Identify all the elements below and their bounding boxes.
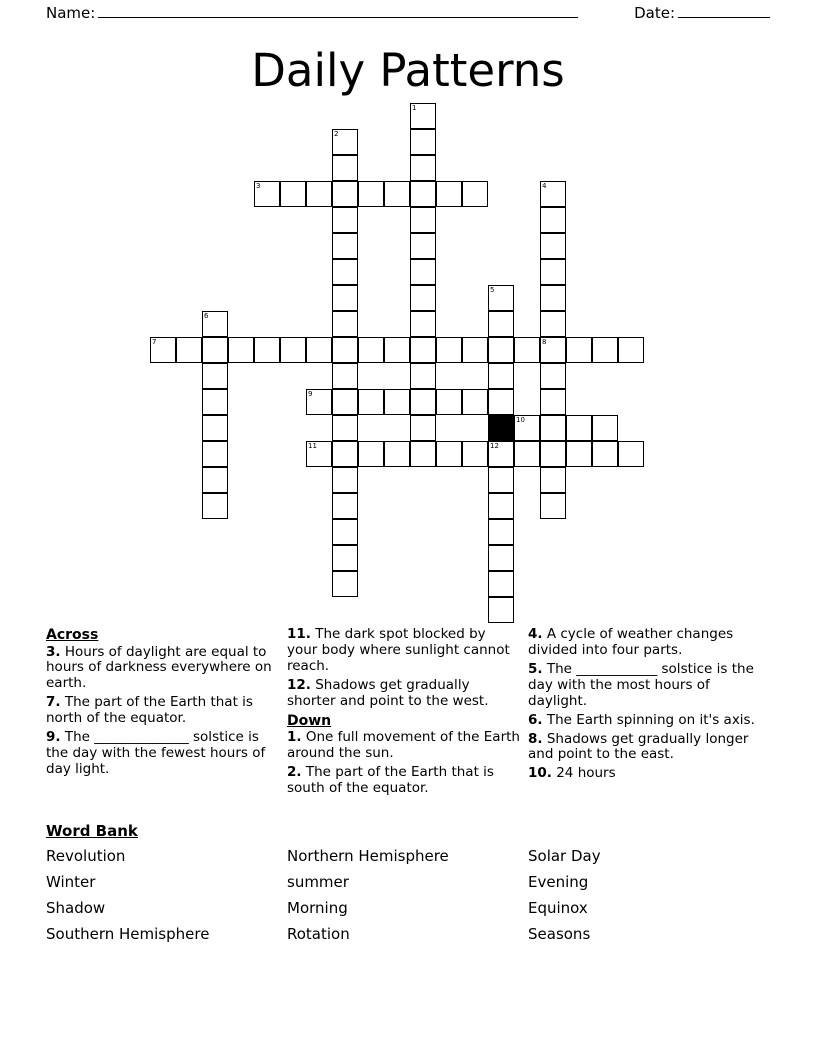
grid-cell[interactable] xyxy=(488,337,514,363)
grid-cell[interactable] xyxy=(332,311,358,337)
grid-cell[interactable] xyxy=(384,181,410,207)
clue-number: 2. xyxy=(287,763,302,780)
clue-text: One full movement of the Earth around the sun. xyxy=(287,729,520,762)
word-bank-section xyxy=(46,822,770,951)
clue-item xyxy=(528,713,762,729)
grid-cell[interactable] xyxy=(202,415,228,441)
word-bank-item: Rotation xyxy=(287,924,350,943)
grid-cell[interactable] xyxy=(332,207,358,233)
grid-cell[interactable] xyxy=(384,337,410,363)
grid-cell[interactable] xyxy=(540,285,566,311)
grid-cell[interactable] xyxy=(150,337,176,363)
grid-cell[interactable] xyxy=(488,571,514,597)
grid-cell[interactable] xyxy=(332,467,358,493)
date-field-group xyxy=(634,4,770,22)
clue-text: Hours of daylight are equal to hours of darkness everywhere on earth. xyxy=(46,643,272,692)
name-field-group xyxy=(46,4,634,22)
clues-column-3 xyxy=(528,627,770,800)
word-bank-columns xyxy=(46,847,770,951)
grid-cell[interactable] xyxy=(332,545,358,571)
grid-cell[interactable] xyxy=(202,467,228,493)
down-heading: Down xyxy=(287,712,332,729)
clue-item xyxy=(46,695,279,727)
grid-cell[interactable] xyxy=(410,233,436,259)
grid-cell[interactable] xyxy=(280,337,306,363)
word-bank-column-2 xyxy=(287,847,528,951)
clue-number: 12. xyxy=(287,676,311,693)
grid-cell[interactable] xyxy=(306,389,332,415)
grid-cell[interactable] xyxy=(488,441,514,467)
grid-cell[interactable] xyxy=(410,311,436,337)
word-bank-item: Revolution xyxy=(46,846,126,865)
grid-cell[interactable] xyxy=(488,311,514,337)
clue-item xyxy=(46,645,279,693)
clue-text: 24 hours xyxy=(556,765,616,782)
grid-cell[interactable] xyxy=(332,129,358,155)
grid-cell[interactable] xyxy=(592,337,618,363)
grid-cell[interactable] xyxy=(332,571,358,597)
word-bank-column-1 xyxy=(46,847,287,951)
grid-cell[interactable] xyxy=(462,441,488,467)
grid-cell[interactable] xyxy=(410,129,436,155)
clue-number: 5. xyxy=(528,660,543,677)
grid-cell[interactable] xyxy=(618,441,644,467)
grid-cell[interactable] xyxy=(488,493,514,519)
grid-cell[interactable] xyxy=(332,519,358,545)
grid-cell[interactable] xyxy=(540,415,566,441)
grid-cell[interactable] xyxy=(306,441,332,467)
name-label: Name: xyxy=(46,4,96,22)
grid-cell[interactable] xyxy=(488,519,514,545)
clue-item xyxy=(287,730,520,762)
grid-cell[interactable] xyxy=(358,441,384,467)
clue-number: 3. xyxy=(46,643,61,660)
grid-cell[interactable] xyxy=(462,181,488,207)
grid-cell[interactable] xyxy=(540,181,566,207)
clue-item xyxy=(528,662,762,710)
grid-cell[interactable] xyxy=(566,441,592,467)
clue-text: The part of the Earth that is south of the equator. xyxy=(287,763,494,796)
grid-cell-number: 3 xyxy=(256,182,261,190)
grid-cell-number: 1 xyxy=(412,104,417,112)
grid-cell[interactable] xyxy=(592,441,618,467)
grid-cell[interactable] xyxy=(410,103,436,129)
grid-cell[interactable] xyxy=(332,285,358,311)
word-bank-item: Solar Day xyxy=(528,846,601,865)
grid-cell-number: 12 xyxy=(490,442,499,450)
grid-cell[interactable] xyxy=(540,441,566,467)
grid-cell[interactable] xyxy=(540,389,566,415)
grid-cell[interactable] xyxy=(332,259,358,285)
word-bank-item: Evening xyxy=(528,872,589,891)
grid-cell[interactable] xyxy=(332,363,358,389)
clue-text: The dark spot blocked by your body where sunlight cannot reach. xyxy=(287,626,510,674)
grid-cell[interactable] xyxy=(514,415,540,441)
clue-text: Shadows get gradually shorter and point to the west. xyxy=(287,676,489,709)
grid-cell[interactable] xyxy=(436,337,462,363)
clues-column-2 xyxy=(287,627,528,800)
grid-cell[interactable] xyxy=(332,155,358,181)
clue-item xyxy=(528,766,762,782)
clue-number: 8. xyxy=(528,730,543,747)
word-bank-item: Shadow xyxy=(46,898,106,917)
grid-cell[interactable] xyxy=(540,363,566,389)
clue-number: 9. xyxy=(46,729,61,746)
grid-cell-number: 6 xyxy=(204,312,209,320)
grid-cell[interactable] xyxy=(332,441,358,467)
grid-cell[interactable] xyxy=(410,155,436,181)
grid-cell[interactable] xyxy=(436,389,462,415)
grid-cell-number: 7 xyxy=(152,338,157,346)
grid-cell[interactable] xyxy=(280,181,306,207)
grid-cell-number: 2 xyxy=(334,130,339,138)
word-bank-item: Equinox xyxy=(528,898,588,917)
clue-text: The ____________ solstice is the day with the most hours of daylight. xyxy=(528,660,754,709)
grid-cell-number: 8 xyxy=(542,338,547,346)
grid-cell[interactable] xyxy=(488,363,514,389)
grid-cell[interactable] xyxy=(514,441,540,467)
grid-cell[interactable] xyxy=(436,441,462,467)
grid-cell[interactable] xyxy=(592,415,618,441)
grid-cell[interactable] xyxy=(202,493,228,519)
grid-cell[interactable] xyxy=(566,337,592,363)
word-bank-column-3 xyxy=(528,847,769,951)
grid-cell[interactable] xyxy=(384,389,410,415)
grid-cell[interactable] xyxy=(540,259,566,285)
grid-cell-number: 5 xyxy=(490,286,495,294)
grid-cell[interactable] xyxy=(462,389,488,415)
grid-cell[interactable] xyxy=(540,233,566,259)
grid-cell[interactable] xyxy=(540,311,566,337)
grid-cell-number: 9 xyxy=(308,390,313,398)
grid-cell[interactable] xyxy=(306,337,332,363)
grid-cell[interactable] xyxy=(488,597,514,623)
word-bank-item: summer xyxy=(287,872,349,891)
grid-cell[interactable] xyxy=(618,337,644,363)
grid-cell[interactable] xyxy=(332,233,358,259)
grid-cell[interactable] xyxy=(358,181,384,207)
grid-cell[interactable] xyxy=(488,545,514,571)
grid-cell[interactable] xyxy=(410,441,436,467)
clue-item xyxy=(528,732,762,764)
grid-cell[interactable] xyxy=(540,337,566,363)
page-title: Daily Patterns xyxy=(251,44,565,97)
grid-cell[interactable] xyxy=(384,441,410,467)
word-bank-item: Seasons xyxy=(528,924,591,943)
word-bank-item: Southern Hemisphere xyxy=(46,924,210,943)
grid-cell[interactable] xyxy=(488,285,514,311)
clue-number: 10. xyxy=(528,765,552,782)
grid-cell[interactable] xyxy=(410,181,436,207)
clue-number: 6. xyxy=(528,711,543,728)
grid-cell[interactable] xyxy=(202,337,228,363)
grid-cell[interactable] xyxy=(410,337,436,363)
date-label: Date: xyxy=(634,4,675,22)
grid-cell[interactable] xyxy=(514,337,540,363)
word-bank-item: Morning xyxy=(287,898,348,917)
grid-cell-blocked xyxy=(488,415,514,441)
clue-number: 11. xyxy=(287,626,311,642)
grid-cell[interactable] xyxy=(332,337,358,363)
clue-number: 4. xyxy=(528,626,543,642)
word-bank-item: Winter xyxy=(46,872,96,891)
grid-cell-number: 4 xyxy=(542,182,547,190)
clue-text: The ______________ solstice is the day with the fewest hours of day light. xyxy=(46,729,266,777)
across-heading: Across xyxy=(46,627,99,643)
grid-cell[interactable] xyxy=(202,363,228,389)
clue-number: 7. xyxy=(46,694,61,711)
grid-cell[interactable] xyxy=(332,415,358,441)
grid-cell[interactable] xyxy=(306,181,332,207)
grid-cell[interactable] xyxy=(410,259,436,285)
clue-text: Shadows get gradually longer and point to the east. xyxy=(528,730,749,763)
grid-cell[interactable] xyxy=(488,389,514,415)
word-bank-item: Northern Hemisphere xyxy=(287,846,449,865)
clue-item xyxy=(287,678,520,710)
grid-cell[interactable] xyxy=(462,337,488,363)
grid-cell[interactable] xyxy=(410,285,436,311)
grid-cell[interactable] xyxy=(358,389,384,415)
crossword-grid[interactable] xyxy=(46,103,770,623)
name-write-line[interactable] xyxy=(98,5,578,18)
clue-text: The part of the Earth that is north of the equator. xyxy=(46,694,253,727)
word-bank-heading: Word Bank xyxy=(46,821,138,840)
grid-cell-number: 11 xyxy=(308,442,317,450)
grid-cell[interactable] xyxy=(202,441,228,467)
grid-cell-number: 10 xyxy=(516,416,525,424)
clue-text: The Earth spinning on it's axis. xyxy=(546,711,755,728)
grid-cell[interactable] xyxy=(410,415,436,441)
grid-cell[interactable] xyxy=(358,337,384,363)
grid-cell[interactable] xyxy=(410,207,436,233)
date-write-line[interactable] xyxy=(678,5,770,18)
clue-text: A cycle of weather changes divided into four parts. xyxy=(528,626,734,658)
clues-section xyxy=(46,627,770,800)
clue-item xyxy=(287,765,520,797)
grid-cell[interactable] xyxy=(332,389,358,415)
clue-item xyxy=(528,627,762,659)
grid-cell[interactable] xyxy=(540,467,566,493)
clue-item xyxy=(287,627,520,675)
grid-cell[interactable] xyxy=(436,181,462,207)
clue-number: 1. xyxy=(287,729,302,746)
grid-cell[interactable] xyxy=(540,207,566,233)
grid-cell[interactable] xyxy=(566,415,592,441)
grid-cell[interactable] xyxy=(332,181,358,207)
clues-column-1 xyxy=(46,627,287,800)
header-row xyxy=(46,0,770,28)
grid-cell[interactable] xyxy=(176,337,202,363)
grid-cell[interactable] xyxy=(228,337,254,363)
grid-cell[interactable] xyxy=(410,389,436,415)
grid-cell[interactable] xyxy=(332,493,358,519)
grid-cell[interactable] xyxy=(202,311,228,337)
grid-cell[interactable] xyxy=(254,181,280,207)
grid-cell[interactable] xyxy=(540,493,566,519)
grid-cell[interactable] xyxy=(410,363,436,389)
grid-cell[interactable] xyxy=(488,467,514,493)
grid-cell[interactable] xyxy=(254,337,280,363)
clue-item xyxy=(46,730,279,778)
grid-cell[interactable] xyxy=(202,389,228,415)
